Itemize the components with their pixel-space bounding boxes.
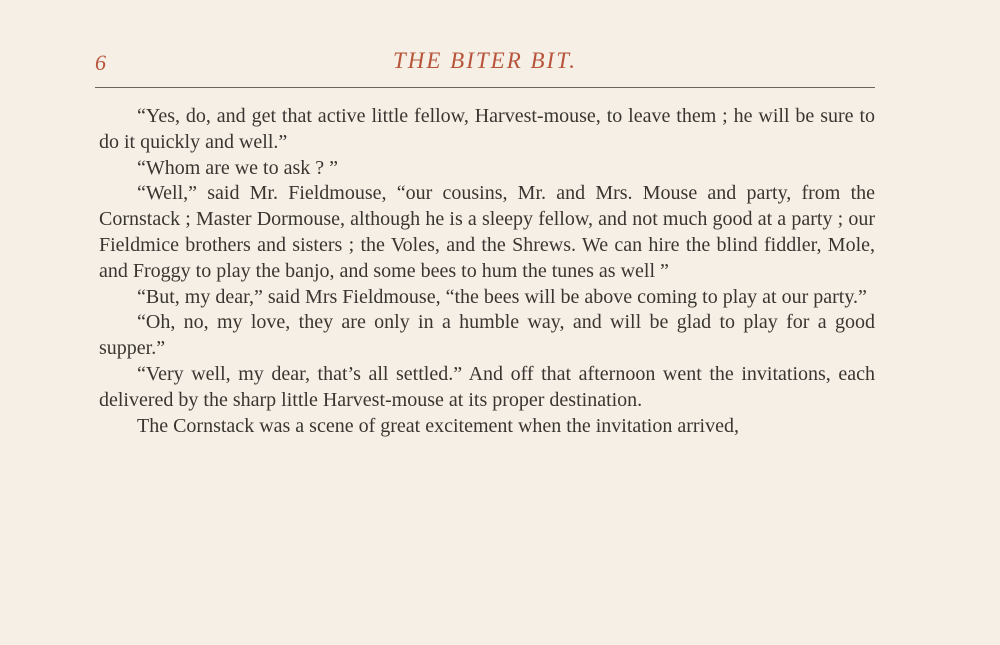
paragraph: The Cornstack was a scene of great excitement when the invitation arrived, <box>137 414 739 437</box>
header-rule <box>95 87 875 88</box>
body-text <box>99 104 875 439</box>
paragraph: “Whom are we to ask ? ” <box>137 156 339 179</box>
page-number: 6 <box>95 50 106 75</box>
paragraph: “Oh, no, my love, they are only in a humble way, and will be glad to play for a good supper.” <box>99 311 875 360</box>
page-header <box>95 44 875 80</box>
paragraph: “But, my dear,” said Mrs Fieldmouse, “the bees will be above coming to play at our party.” <box>137 285 867 308</box>
paragraph: “Well,” said Mr. Fieldmouse, “our cousins, Mr. and Mrs. Mouse and party, from the Cornstack ; Master Dormouse, although he is a sleepy fellow, and not much good at a party ; our Fieldmice brothers and sisters ; the Voles, and the Shrews. We can hire the blind fiddler, Mole, and Froggy to play the banjo, and some bees to hum the tunes as well ” <box>99 182 875 282</box>
paragraph: “Yes, do, and get that active little fellow, Harvest-mouse, to leave them ; he will be sure to do it quickly and well.” <box>99 105 875 153</box>
paragraph: “Very well, my dear, that’s all settled.” And off that afternoon went the invitations, each delivered by the sharp little Harvest-mouse at its proper destination. <box>99 362 875 411</box>
running-title: THE BITER BIT. <box>392 48 578 73</box>
